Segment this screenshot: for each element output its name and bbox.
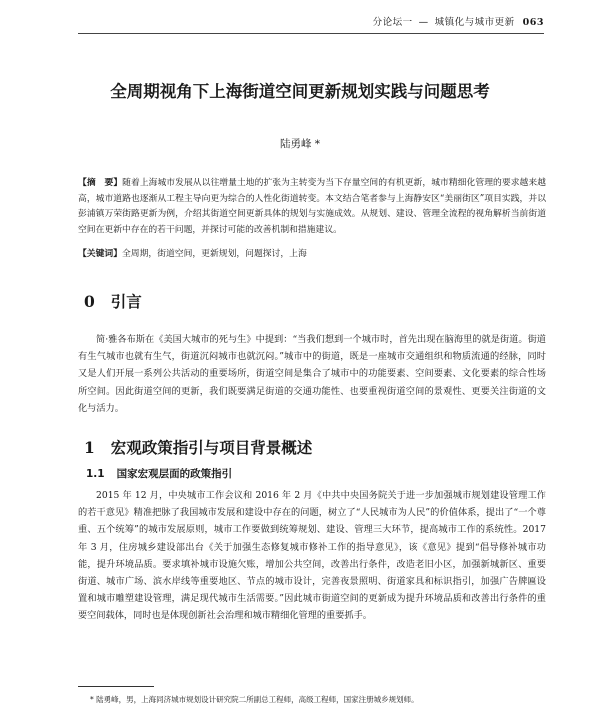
running-head-separator: — [418,17,429,28]
subsection-heading [86,466,232,481]
running-head-section: 分论坛一 [372,17,413,28]
paper-title: 全周期视角下上海街道空间更新规划实践与问题思考 [110,82,490,101]
keywords-label: 【关键词】 [78,249,122,259]
policy-paragraph: 2015 年 12 月，中央城市工作会议和 2016 年 2 月《中共中央国务院关于进一步加强城市规划建设管理工作的若干意见》精准把脉了我国城市发展和建设中存在的问题，树立了“人民城市为人民”的价值体系，提出了“一个尊重、五个统筹”的城市发展原则，城市工作要做到统筹规划、建设、管理三大环节，提高城市工作的系统性。2017 年 3 月，住房城乡建设部出台《关于加强生态修复城市修补工作的指导意见》，该《意见》提到“倡导修补城市功能，提升环境品质。要求填补城市设施欠账，增加公共空间，改善出行条件，改造老旧小区，加强新城新区、重要街道、城市广场、滨水岸线等重要地区、节点的城市设计，完善夜景照明、街道家具和标识指引，加强广告牌匾设置和城市雕塑建设管理，满足现代城市生活需要。”因此城市街道空间的更新成为提升环境品质和改善出行条件的重要空间载体，同时也是体现创新社会治理和城市精细化管理的重要抓手。 [78,490,546,622]
author-line: 陆勇峰 * [279,138,321,150]
section-title: 宏观政策指引与项目背景概述 [110,438,313,457]
section-number: 0 [84,292,95,311]
running-head-subsection: 城镇化与城市更新 [434,17,515,28]
running-head [373,14,544,28]
footnote-rule [78,686,154,687]
abstract [78,176,546,238]
subsection-number: 1.1 [86,468,105,480]
page-number: 063 [522,17,544,28]
keywords-text: 全周期，街道空间，更新规划，问题探讨，上海 [122,249,307,259]
header-rule [78,33,544,34]
keywords [78,247,546,262]
section-heading-introduction [84,290,142,312]
section-title: 引言 [110,292,142,311]
section-heading-policy [84,436,312,458]
subsection-title: 国家宏观层面的政策指引 [116,468,233,480]
section-number: 1 [84,438,95,457]
abstract-label: 【摘 要】 [78,178,123,188]
introduction-paragraph: 简·雅各布斯在《美国大城市的死与生》中提到：“当我们想到一个城市时，首先出现在脑海里的就是街道。街道有生气城市也就有生气，街道沉闷城市也就沉闷。”城市中的街道，既是一座城市交通组织和物质流通的经脉，同时又是人们开展一系列公共活动的重要场所，街道空间是集合了城市中的功能要素、空间要素、文化要素的综合性场所空间。因此街道空间的更新，我们既要满足街道的交通功能性、也要重视街道空间的景观性、更要关注街道的文化与活力。 [78,334,546,414]
footnote: * 陆勇峰，男，上海同济城市规划设计研究院二所副总工程师，高级工程师，国家注册城乡规划师。 [90,695,419,704]
abstract-text: 随着上海城市发展从以往增量土地的扩张为主转变为当下存量空间的有机更新，城市精细化管理的要求越来越高，城市道路也逐渐从工程主导向更为综合的人性化街道转变。本文结合笔者参与上海静安区“美丽街区”项目实践，并以彭浦镇万荣街路更新为例，介绍其街道空间更新具体的规划与实施成效。从规划、建设、管理全流程的视角解析当前街道空间在更新中存在的若干问题，并探讨可能的改善机制和措施建议。 [78,178,546,235]
